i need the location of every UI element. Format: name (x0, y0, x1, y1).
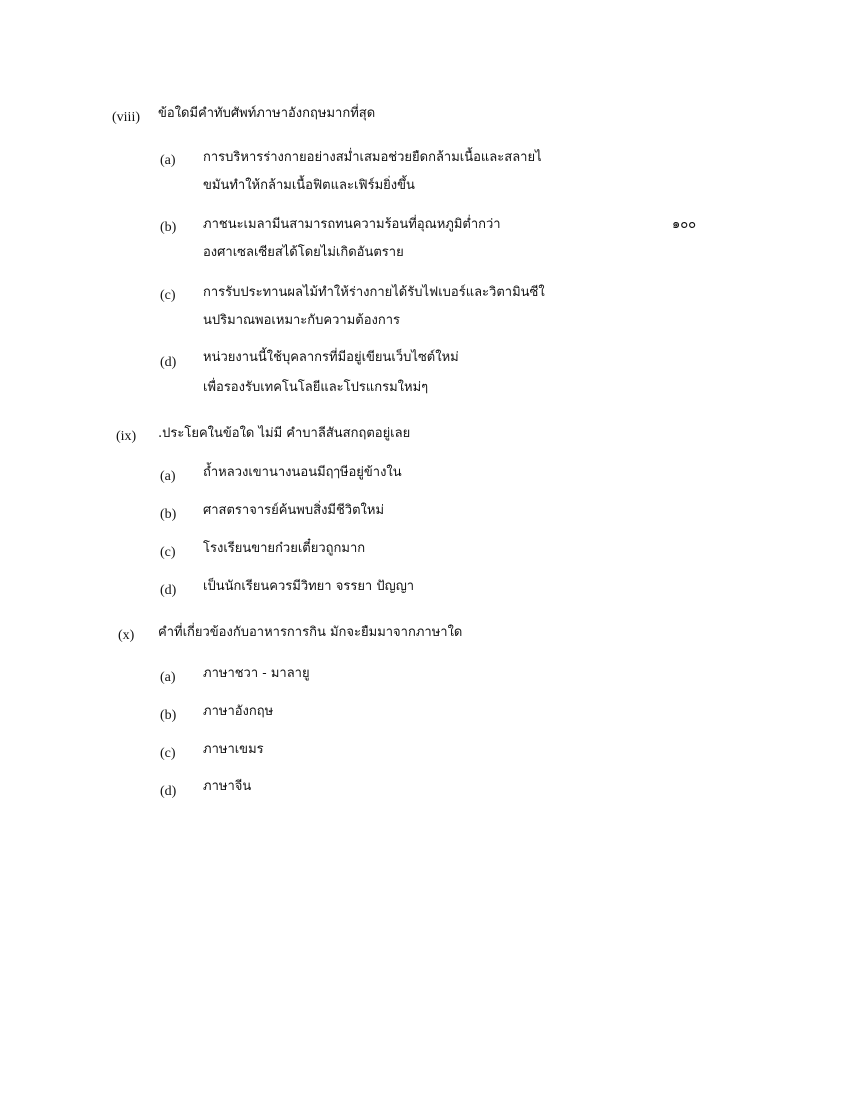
option-label: (a) (160, 670, 176, 685)
option-text: ภาษาชวา - มาลายู (203, 666, 310, 681)
option-label: (d) (160, 583, 177, 598)
option-text: ศาสตราจารย์ค้นพบสิ่งมีชีวิตใหม่ (203, 503, 385, 518)
option-text: ภาชนะเมลามีนสามารถทนความร้อนที่อุณหภูมิต่ำกว่า (203, 217, 501, 232)
option-text-continued: องศาเซลเซียสได้โดยไม่เกิดอันตราย (203, 245, 404, 260)
option-number: ๑๐๐ (672, 217, 697, 232)
option-label: (d) (160, 784, 177, 799)
option-text: การรับประทานผลไม้ทำให้ร่างกายได้รับไฟเบอร์และวิตามินซีใ (203, 285, 545, 300)
question-number: (x) (118, 628, 135, 643)
option-text-continued: ขมันทำให้กล้ามเนื้อฟิตและเฟิร์มยิ่งขึ้น (203, 178, 415, 193)
option-label: (d) (160, 355, 177, 370)
option-text: หน่วยงานนี้ใช้บุคลากรที่มีอยู่เขียนเว็บไซต์ใหม่ (203, 350, 459, 365)
option-text: ภาษาอังกฤษ (203, 704, 274, 719)
question-number: (ix) (116, 429, 137, 444)
option-text-continued: เพื่อรองรับเทคโนโลยีและโปรแกรมใหม่ๆ (203, 380, 429, 395)
option-text: โรงเรียนขายก๋วยเตี๋ยวถูกมาก (203, 541, 366, 556)
question-text: ข้อใดมีคำทับศัพท์ภาษาอังกฤษมากที่สุด (158, 106, 376, 121)
option-text: เป็นนักเรียนควรมีวิทยา จรรยา ปัญญา (203, 579, 415, 594)
option-text: ภาษาจีน (203, 779, 252, 794)
option-label: (c) (160, 746, 176, 761)
option-label: (b) (160, 220, 177, 235)
question-number: (viii) (112, 110, 140, 125)
question-text: คำที่เกี่ยวข้องกับอาหารการกิน มักจะยืมมาจากภาษาใด (158, 625, 463, 640)
option-label: (c) (160, 288, 176, 303)
option-text: ถ้ำหลวงเขานางนอนมีฤๅษีอยู่ข้างใน (203, 465, 402, 480)
option-label: (a) (160, 153, 176, 168)
option-text-continued: นปริมาณพอเหมาะกับความต้องการ (203, 313, 401, 328)
option-label: (b) (160, 507, 177, 522)
option-text: การบริหารร่างกายอย่างสม่ำเสมอช่วยยืดกล้ามเนื้อและสลายไ (203, 150, 542, 165)
option-text: ภาษาเขมร (203, 742, 264, 757)
option-label: (c) (160, 545, 176, 560)
option-label: (a) (160, 469, 176, 484)
question-text: .ประโยคในข้อใด ไม่มี คำบาลีสันสกฤตอยู่เลย (158, 426, 411, 441)
option-label: (b) (160, 708, 177, 723)
